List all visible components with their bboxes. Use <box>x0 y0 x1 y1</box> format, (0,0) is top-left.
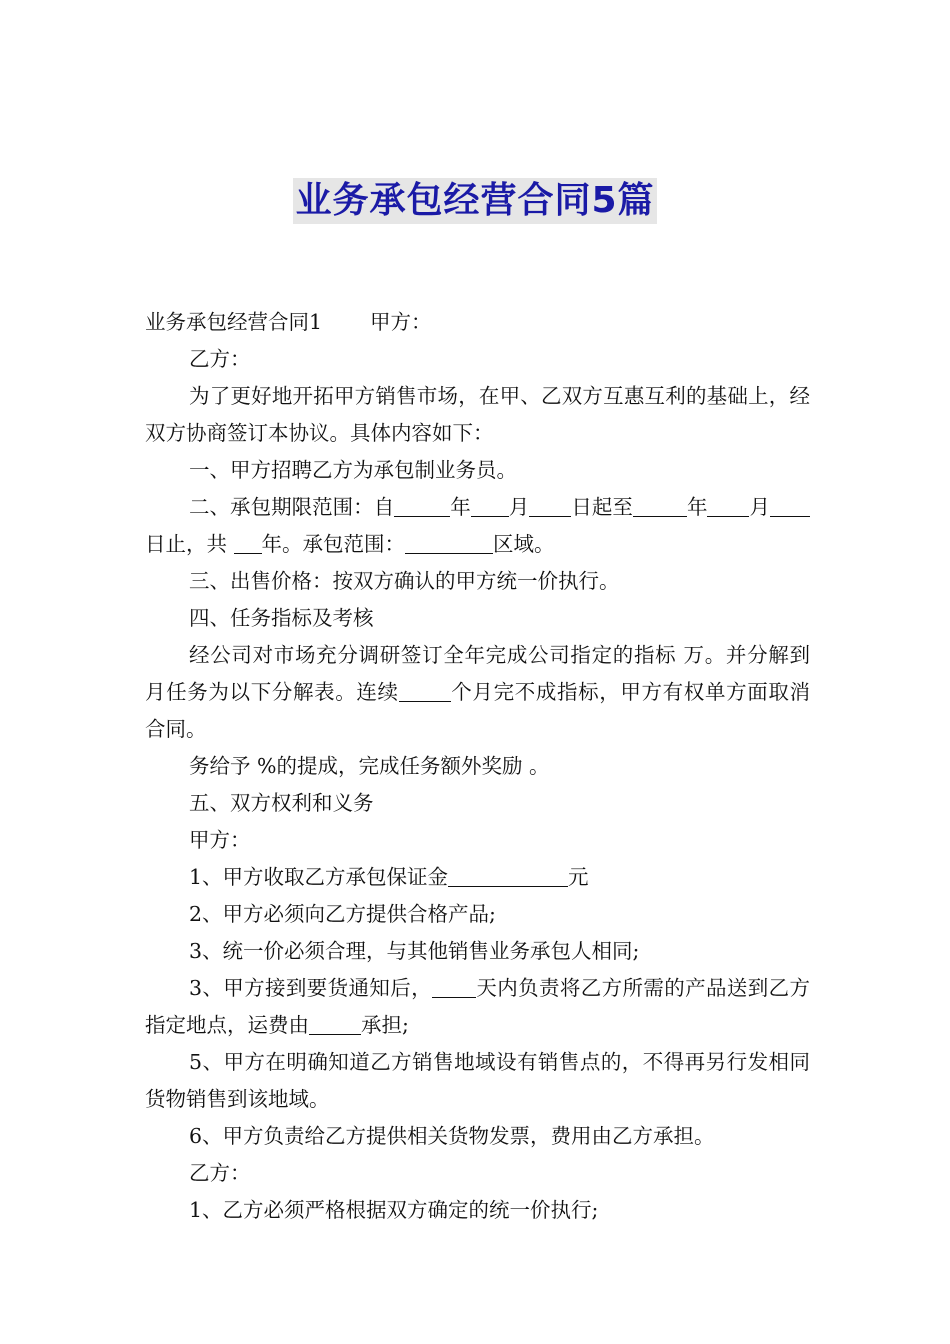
blank-freight <box>309 1014 361 1036</box>
paragraph-party-a: 甲方： <box>189 828 251 852</box>
paragraph-party-b-2: 乙方： <box>189 1161 251 1185</box>
blank-start-year <box>394 496 450 518</box>
paragraph-a-item-6: 6、甲方负责给乙方提供相关货物发票，费用由乙方承担。 <box>189 1124 715 1148</box>
party-a-label: 甲方： <box>370 310 432 334</box>
blank-start-month <box>471 496 509 518</box>
title-container <box>0 178 950 224</box>
paragraph-clause-5: 五、双方权利和义务 <box>189 791 374 815</box>
blank-start-day <box>529 496 571 518</box>
document-title: 业务承包经营合同5篇 <box>293 178 656 224</box>
paragraph-a-item-5: 5、甲方在明确知道乙方销售地域设有销售点的，不得再另行发相同货物销售到该地域。 <box>145 1050 810 1111</box>
paragraph-commission: 务给予 %的提成，完成任务额外奖励 。 <box>189 754 550 778</box>
document-body <box>145 304 810 1229</box>
blank-area <box>405 533 493 555</box>
paragraph-clause-3: 三、出售价格：按双方确认的甲方统一价执行。 <box>189 569 620 593</box>
paragraph-contract-heading <box>145 304 810 341</box>
paragraph-a-item-3b: 3、甲方接到要货通知后， 天内负责将乙方所需的产品送到乙方指定地点，运费由 承担; <box>145 976 811 1037</box>
paragraph-targets: 经公司对市场充分调研签订全年完成公司指定的指标 万。并分解到月任务为以下分解表。连续 个月完不成指标，甲方有权单方面取消合同。 <box>145 643 811 741</box>
blank-end-month <box>707 496 749 518</box>
blank-end-day <box>770 496 810 518</box>
paragraph-clause-1: 一、甲方招聘乙方为承包制业务员。 <box>189 458 517 482</box>
paragraph-intro: 为了更好地开拓甲方销售市场，在甲、乙双方互惠互利的基础上，经双方协商签订本协议。具体内容如下： <box>145 384 810 445</box>
paragraph-a-item-1: 1、甲方收取乙方承包保证金 元 <box>189 865 589 889</box>
paragraph-party-b: 乙方： <box>189 347 251 371</box>
blank-end-year <box>633 496 687 518</box>
paragraph-a-item-3: 3、统一价必须合理，与其他销售业务承包人相同; <box>189 939 640 963</box>
blank-days <box>432 977 476 999</box>
blank-months <box>399 681 451 703</box>
paragraph-b-item-1: 1、乙方必须严格根据双方确定的统一价执行; <box>189 1198 599 1222</box>
paragraph-clause-2: 二、承包期限范围：自 年 月 日起至 年 月日止，共 年。承包范围： 区域。 <box>145 489 810 563</box>
blank-deposit <box>448 866 568 888</box>
paragraph-clause-4: 四、任务指标及考核 <box>189 606 374 630</box>
blank-total-years <box>234 533 262 555</box>
paragraph-a-item-2: 2、甲方必须向乙方提供合格产品; <box>189 902 496 926</box>
contract-number-label: 业务承包经营合同1 <box>145 310 323 334</box>
